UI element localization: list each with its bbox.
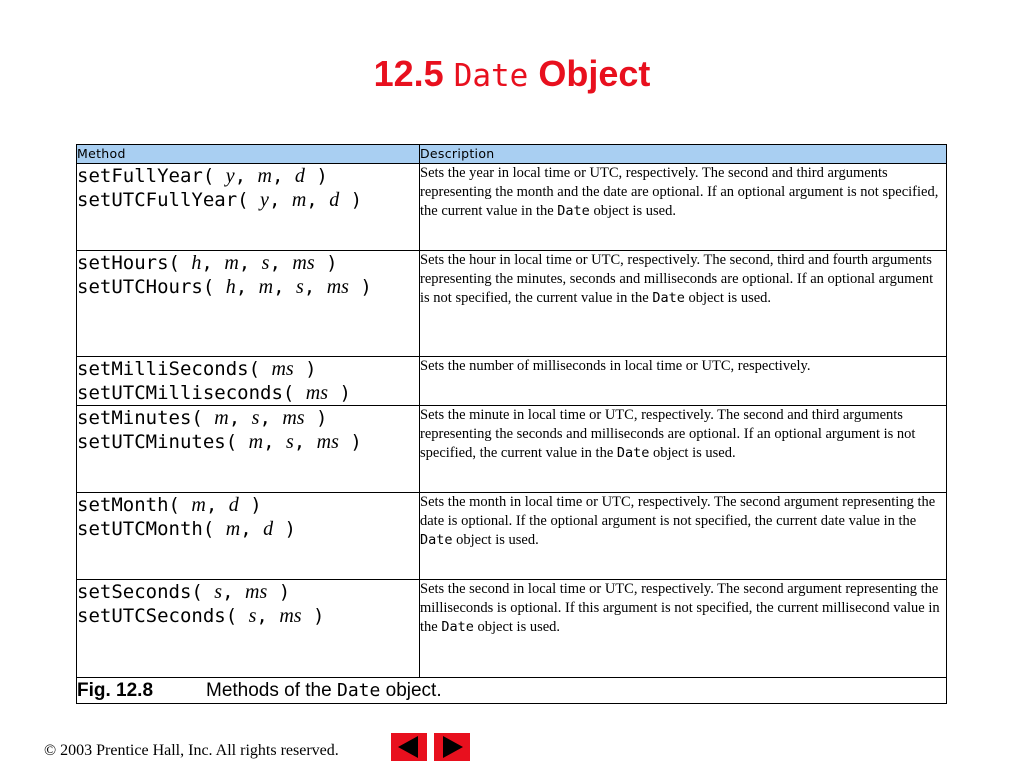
- description-code: Date: [652, 290, 685, 306]
- method-argument: d: [228, 494, 239, 516]
- method-argument: s: [248, 605, 257, 627]
- method-close-paren: ): [316, 165, 328, 187]
- table-row: [77, 357, 947, 406]
- method-argument: ms: [271, 358, 294, 380]
- method-signature: setUTCFullYear( y, m, d ): [77, 189, 363, 211]
- description-text: Sets the month in local time or UTC, respectively. The second argument representing the date is optional. If the optional argument is not specified, the current date value in the: [420, 494, 936, 529]
- method-name: setMonth(: [77, 494, 180, 516]
- method-close-paren: ): [360, 276, 372, 298]
- method-close-paren: ): [350, 431, 362, 453]
- method-argument: ms: [245, 581, 268, 603]
- method-signature: setMonth( m, d ): [77, 494, 262, 516]
- method-signature: setUTCSeconds( s, ms ): [77, 605, 325, 627]
- method-argument: ms: [316, 431, 339, 453]
- description-code: Date: [420, 532, 453, 548]
- method-name: setUTCMonth(: [77, 518, 215, 540]
- description-cell: [420, 164, 947, 251]
- methods-table: [76, 144, 947, 704]
- method-name: setUTCHours(: [77, 276, 215, 298]
- method-close-paren: ): [278, 581, 291, 603]
- method-argument: d: [294, 165, 305, 187]
- description-code: Date: [441, 619, 474, 635]
- method-argument: s: [285, 431, 294, 453]
- description-text-end: object is used.: [653, 445, 736, 461]
- method-signature: setFullYear( y, m, d ): [77, 165, 328, 187]
- method-signature: setHours( h, m, s, ms ): [77, 252, 338, 274]
- previous-slide-button[interactable]: [391, 733, 427, 761]
- method-argument: m: [291, 189, 307, 211]
- method-signature: setUTCMonth( m, d ): [77, 518, 296, 540]
- title-rest: Object: [538, 53, 651, 94]
- header-description: Description: [420, 145, 947, 164]
- method-name: setMinutes(: [77, 407, 203, 429]
- slide-title: [0, 52, 1024, 98]
- copyright-footer: © 2003 Prentice Hall, Inc. All rights reserved.: [44, 742, 339, 759]
- next-slide-button[interactable]: [434, 733, 470, 761]
- method-argument: ms: [305, 382, 329, 404]
- method-close-paren: ): [284, 518, 296, 540]
- arrow-left-icon: [391, 733, 427, 761]
- method-argument: m: [191, 494, 206, 516]
- description-text-end: object is used.: [593, 203, 676, 219]
- method-argument: d: [263, 518, 274, 540]
- method-name: setUTCSeconds(: [77, 605, 238, 627]
- method-argument: m: [258, 276, 274, 298]
- description-text: Sets the second in local time or UTC, respectively. The second argument representing the milliseconds is optional. If this argument is not specified, the current millisecond value in the: [420, 581, 940, 635]
- method-name: setFullYear(: [77, 165, 215, 187]
- method-close-paren: ): [250, 494, 262, 516]
- method-signature: setUTCHours( h, m, s, ms ): [77, 276, 372, 298]
- method-close-paren: ): [326, 252, 338, 274]
- caption-code: Date: [336, 680, 381, 701]
- method-argument: y: [225, 165, 235, 187]
- header-method: Method: [77, 145, 420, 164]
- table-header-row: [77, 145, 947, 164]
- method-cell: [77, 251, 420, 357]
- method-argument: s: [261, 252, 270, 274]
- method-cell: [77, 580, 420, 678]
- method-argument: ms: [292, 252, 315, 274]
- description-text-end: object is used.: [456, 532, 539, 548]
- description-cell: [420, 406, 947, 493]
- caption-text-end: object.: [385, 680, 442, 701]
- method-name: setHours(: [77, 252, 180, 274]
- description-code: Date: [616, 445, 650, 461]
- method-close-paren: ): [339, 382, 351, 404]
- method-argument: m: [214, 407, 229, 429]
- table-row: [77, 164, 947, 251]
- method-signature: setUTCMinutes( m, s, ms ): [77, 431, 362, 453]
- method-close-paren: ): [316, 407, 328, 429]
- method-argument: ms: [279, 605, 302, 627]
- description-text: Sets the hour in local time or UTC, respectively. The second, third and fourth arguments representing the minutes, seconds and milliseconds are optional. If an optional argument is not specified, the current value in the: [420, 252, 934, 306]
- method-argument: h: [191, 252, 202, 274]
- method-argument: y: [260, 189, 269, 211]
- table-row: [77, 251, 947, 357]
- method-argument: m: [248, 431, 264, 453]
- method-name: setSeconds(: [77, 581, 203, 603]
- method-argument: ms: [282, 407, 305, 429]
- method-argument: m: [224, 252, 239, 274]
- table-row: [77, 406, 947, 493]
- method-name: setMilliSeconds(: [77, 358, 261, 380]
- method-argument: h: [225, 276, 236, 298]
- method-cell: [77, 357, 420, 406]
- table-row: [77, 580, 947, 678]
- description-cell: [420, 357, 947, 406]
- method-name: setUTCFullYear(: [77, 189, 249, 211]
- description-text: Sets the minute in local time or UTC, respectively. The second and third arguments representing the seconds and milliseconds are optional. If an optional argument is not specified, the current value in the: [420, 407, 916, 461]
- description-cell: [420, 580, 947, 678]
- description-cell: [420, 493, 947, 580]
- method-close-paren: ): [313, 605, 325, 627]
- method-close-paren: ): [350, 189, 363, 211]
- title-code: Date: [453, 58, 529, 94]
- method-argument: ms: [326, 276, 349, 298]
- description-text: Sets the year in local time or UTC, respectively. The second and third arguments representing the month and the date are optional. If an optional argument is not specified, the current value in the: [420, 165, 939, 219]
- description-text-end: object is used.: [688, 290, 772, 306]
- method-cell: [77, 493, 420, 580]
- method-argument: s: [251, 407, 260, 429]
- arrow-right-icon: [434, 733, 470, 761]
- description-text-end: object is used.: [477, 619, 561, 635]
- method-signature: setMinutes( m, s, ms ): [77, 407, 328, 429]
- method-name: setUTCMinutes(: [77, 431, 238, 453]
- method-argument: m: [257, 165, 272, 187]
- method-argument: s: [214, 581, 223, 603]
- method-cell: [77, 406, 420, 493]
- description-cell: [420, 251, 947, 357]
- method-name: setUTCMilliseconds(: [77, 382, 295, 404]
- caption-text: Methods of the: [206, 680, 332, 701]
- method-cell: [77, 164, 420, 251]
- method-argument: s: [296, 276, 304, 298]
- method-argument: d: [329, 189, 340, 211]
- method-close-paren: ): [305, 358, 317, 380]
- method-signature: setSeconds( s, ms ): [77, 581, 291, 603]
- method-signature: [77, 357, 419, 381]
- description-text: Sets the number of milliseconds in local time or UTC, respectively.: [420, 358, 811, 374]
- title-number: 12.5: [373, 53, 444, 94]
- caption-row: [77, 678, 947, 704]
- figure-caption: [77, 678, 947, 704]
- figure-number: Fig. 12.8: [77, 680, 154, 701]
- description-code: Date: [557, 203, 590, 219]
- method-argument: m: [225, 518, 241, 540]
- table-row: [77, 493, 947, 580]
- method-signature: [77, 381, 419, 405]
